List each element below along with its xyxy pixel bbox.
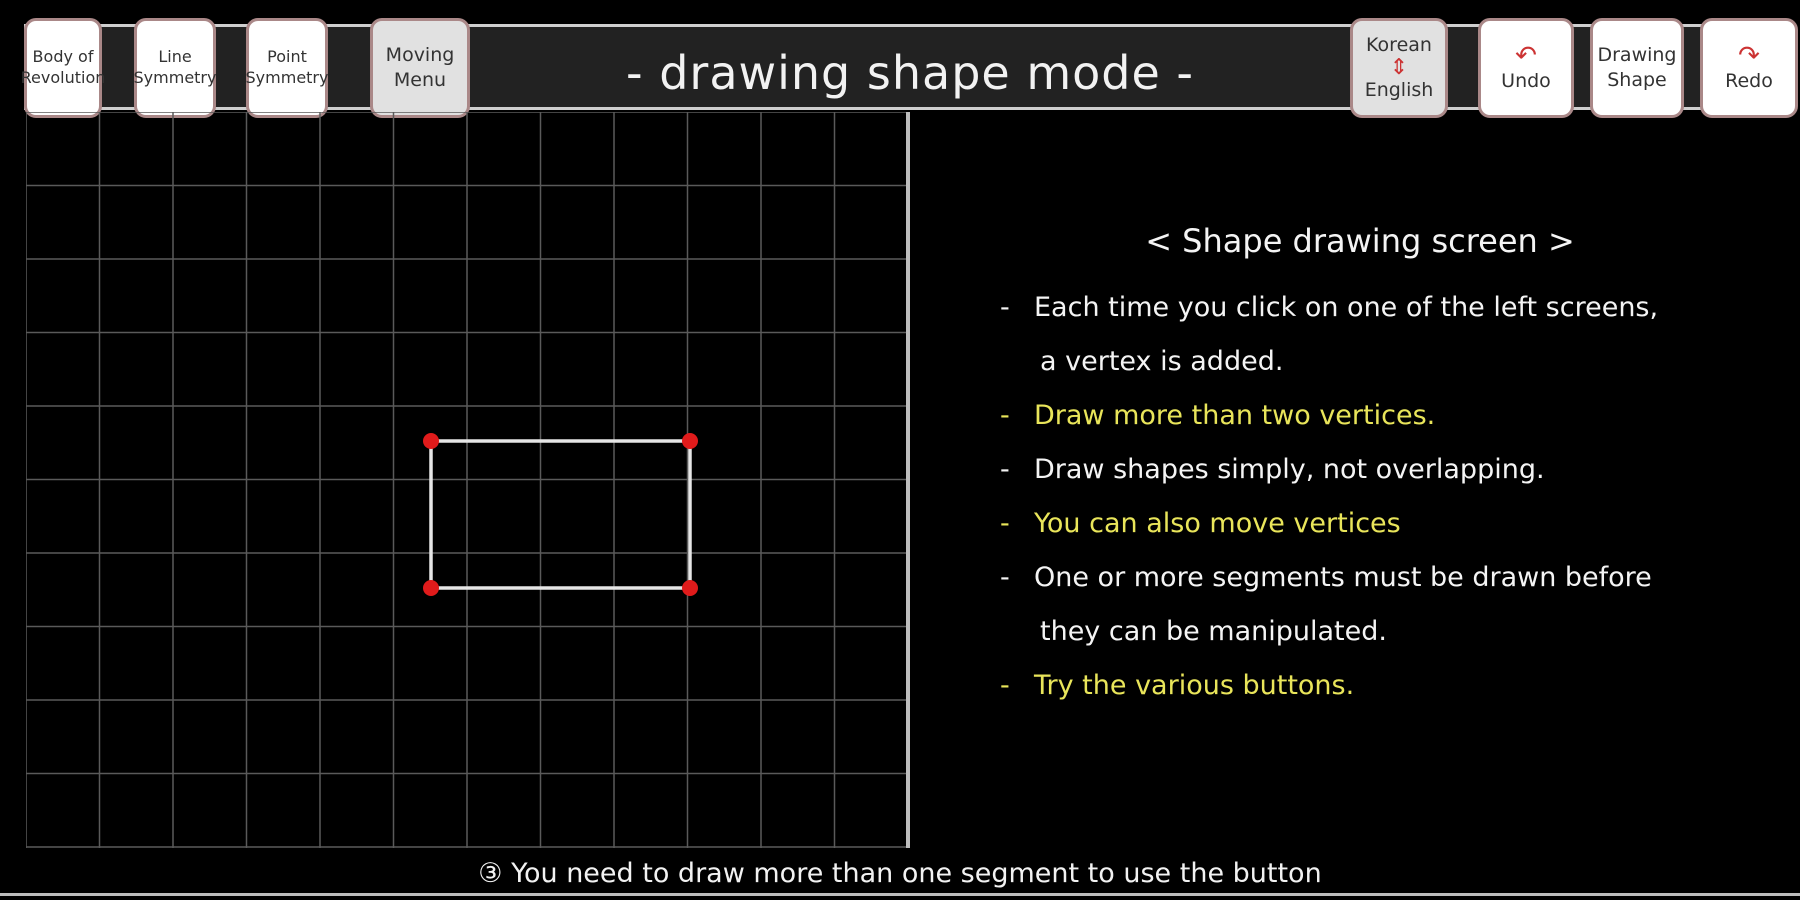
line-symmetry-button[interactable] (134, 18, 216, 118)
instruction-text: Draw more than two vertices. (1034, 399, 1436, 431)
instruction-line (1000, 496, 1760, 550)
instruction-line (1000, 658, 1760, 712)
drawing-canvas[interactable] (26, 112, 910, 848)
bullet-dash: - (1000, 507, 1010, 539)
bullet-dash: - (1000, 399, 1010, 431)
undo-arrow-icon: ↶ (1515, 40, 1537, 71)
instruction-text: Draw shapes simply, not overlapping. (1034, 453, 1545, 485)
button-label: Line (158, 47, 192, 67)
vertex-handle[interactable] (423, 433, 439, 449)
instruction-text: they can be manipulated. (1040, 615, 1387, 647)
bullet-dash: - (1000, 561, 1010, 593)
instructions-panel (1000, 222, 1760, 712)
button-label: Revolution (20, 68, 106, 87)
button-label: Body of (32, 47, 94, 67)
language-toggle-button[interactable] (1350, 18, 1448, 118)
vertex-handle[interactable] (682, 580, 698, 596)
swap-arrows-icon: ⇕ (1389, 55, 1409, 81)
page-title: - drawing shape mode - (625, 46, 1194, 100)
button-label: Symmetry (245, 68, 329, 87)
drawing-shape-button[interactable] (1590, 18, 1684, 118)
moving-menu-button[interactable] (370, 18, 470, 118)
body-of-revolution-button[interactable] (20, 18, 106, 118)
redo-button[interactable] (1700, 18, 1798, 118)
instruction-line (1000, 388, 1760, 442)
vertex-handle[interactable] (682, 433, 698, 449)
button-label: English (1364, 78, 1434, 101)
button-label: Shape (1607, 69, 1667, 91)
instruction-text: a vertex is added. (1040, 345, 1284, 377)
bullet-dash: - (1000, 291, 1010, 323)
instructions-heading: < Shape drawing screen > (1145, 222, 1575, 260)
redo-arrow-icon: ↷ (1738, 40, 1760, 71)
button-label: Redo (1725, 69, 1773, 92)
vertex-handle[interactable] (423, 580, 439, 596)
button-label: Point (267, 47, 307, 67)
instruction-text: One or more segments must be drawn before (1034, 561, 1652, 593)
button-label: Moving (385, 44, 455, 67)
instruction-line (1000, 280, 1760, 334)
instruction-text: Each time you click on one of the left screens, (1034, 291, 1659, 323)
instruction-text: You can also move vertices (1034, 507, 1401, 539)
instruction-line (1000, 442, 1760, 496)
instructions-list (1000, 280, 1760, 712)
footer-divider (0, 893, 1800, 896)
undo-button[interactable] (1478, 18, 1574, 118)
bullet-dash: - (1000, 453, 1010, 485)
drawn-shape (431, 441, 690, 588)
point-symmetry-button[interactable] (246, 18, 328, 118)
instruction-line (1000, 334, 1760, 388)
button-label: Menu (393, 69, 447, 91)
button-label: Drawing (1597, 44, 1677, 67)
button-label: Symmetry (133, 68, 217, 87)
grid-svg[interactable] (26, 112, 906, 848)
bullet-dash: - (1000, 669, 1010, 701)
instruction-line (1000, 550, 1760, 604)
button-label: Undo (1501, 69, 1551, 92)
instruction-text: Try the various buttons. (1034, 669, 1355, 701)
instruction-line (1000, 604, 1760, 658)
footer-hint: ③ You need to draw more than one segment to use the button (478, 857, 1322, 889)
button-label: Korean (1366, 34, 1432, 57)
